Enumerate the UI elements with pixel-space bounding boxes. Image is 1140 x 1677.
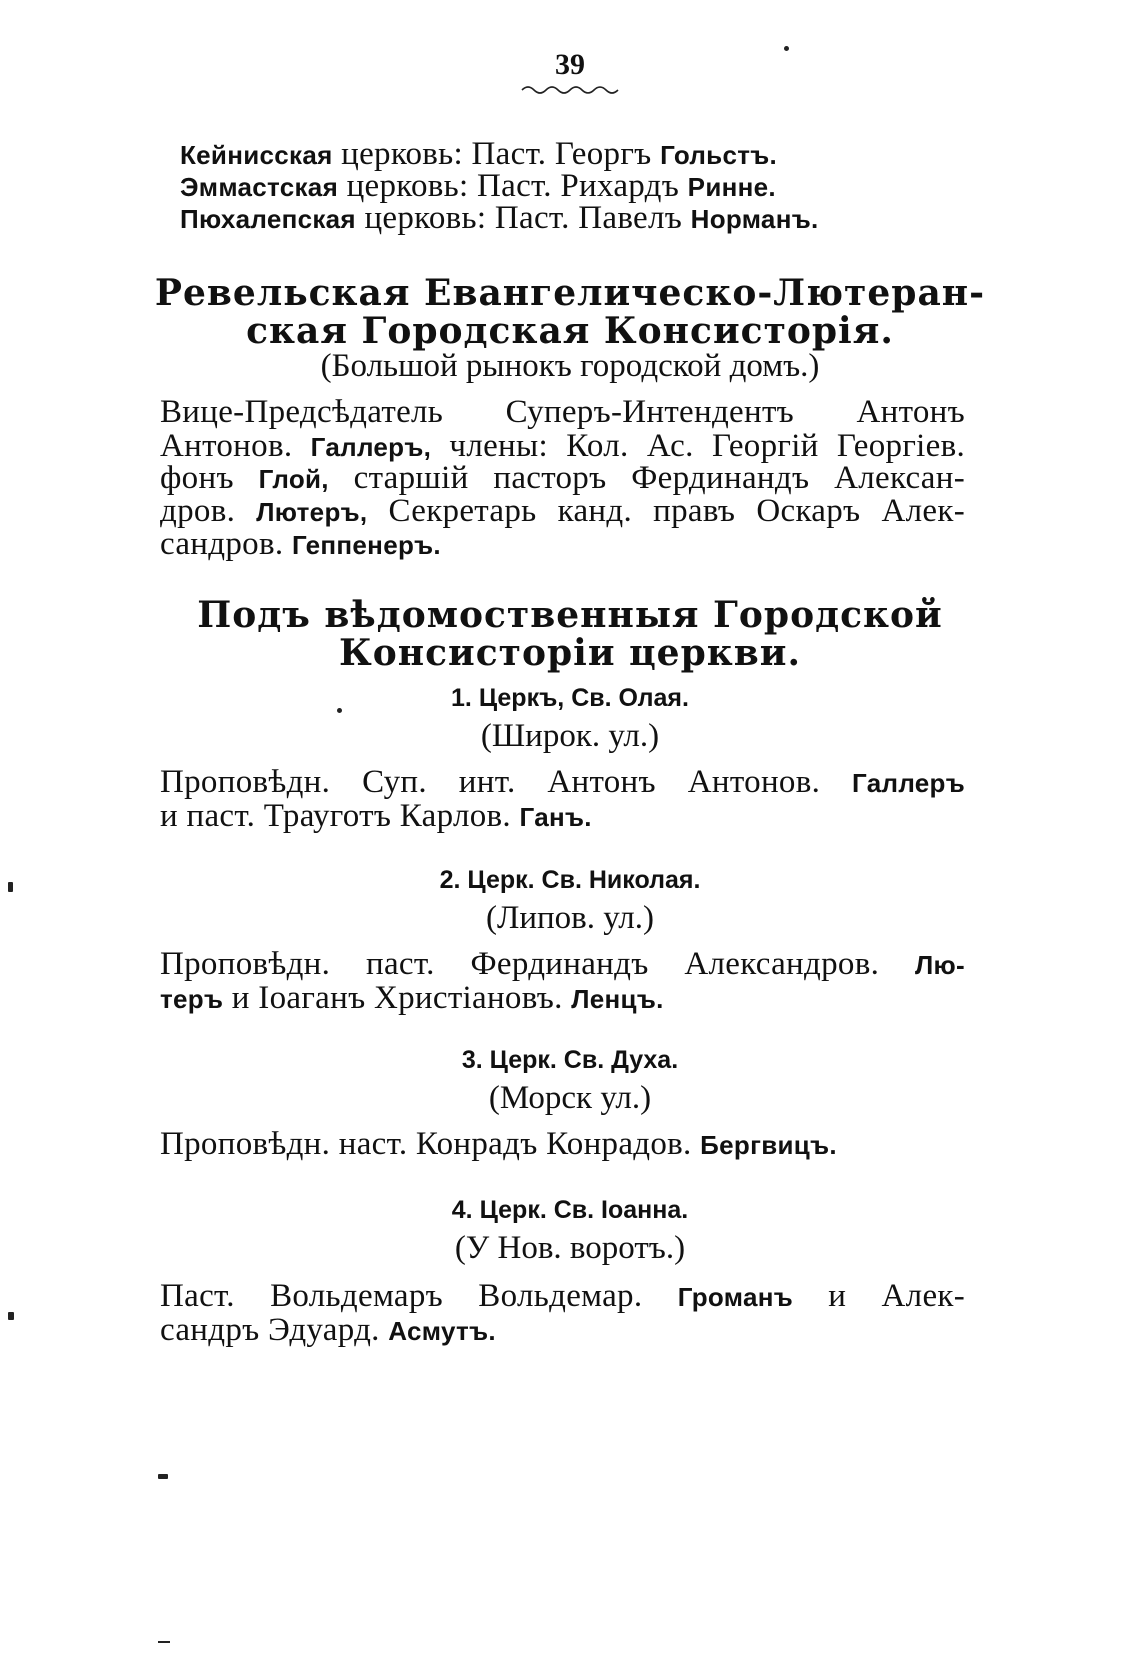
bold-name: Бергвицъ. bbox=[700, 1130, 837, 1160]
bold-name: теръ bbox=[160, 984, 224, 1014]
bold-name: Ленцъ. bbox=[571, 984, 664, 1014]
church-1-body-line bbox=[160, 798, 965, 835]
intro-line-keinis: Кейнисская церковь: Паст. Георгъ Гольстъ. bbox=[180, 136, 778, 172]
consistory-address: (Большой рынокъ городской домъ.) bbox=[320, 348, 820, 384]
bold-name: Галлеръ, bbox=[310, 432, 432, 462]
church-4-title: 4. Церк. Св. Іоанна. bbox=[451, 1196, 689, 1224]
consistory-body-line bbox=[160, 493, 965, 530]
bold-name: Лютеръ, bbox=[256, 497, 368, 527]
church-3-body-line bbox=[160, 1126, 965, 1163]
scan-speck bbox=[784, 46, 789, 51]
intro-line-emmaste: Эммастская церковь: Паст. Рихардъ Ринне. bbox=[180, 168, 776, 204]
consistory-heading-line2: ская Городская Консисторія. bbox=[246, 310, 894, 352]
church-4-body-line bbox=[160, 1312, 965, 1349]
text-run: и Іоаганъ Христіановъ. bbox=[223, 980, 572, 1016]
church-2-body-line bbox=[160, 946, 965, 983]
bold-name: Асмутъ. bbox=[388, 1316, 496, 1346]
wave-ornament bbox=[520, 84, 620, 96]
text-run: Проповѣдн. наст. Конрадъ Конрадов. bbox=[160, 1126, 701, 1162]
consistory-heading-line1: Ревельская Евангелическо-Лютеран- bbox=[154, 272, 986, 314]
subordinate-heading-line1: Подъ вѣдомоственныя Городской bbox=[197, 594, 943, 636]
bold-name: Ганъ. bbox=[519, 802, 592, 832]
text-run: и паст. Трауготъ Карлов. bbox=[160, 798, 520, 834]
bold-name: Галлеръ bbox=[852, 768, 965, 798]
text-run: Вице-Предсѣдатель Суперъ-Интендентъ Антонъ bbox=[160, 394, 965, 430]
bold-name: Лю- bbox=[914, 950, 965, 980]
bold-name: Геппенеръ. bbox=[291, 530, 441, 560]
consistory-body-line bbox=[160, 394, 965, 431]
text-run: дров. bbox=[160, 493, 257, 529]
scan-speck bbox=[8, 882, 13, 892]
church-1-title: 1. Церкъ, Св. Олая. bbox=[451, 684, 689, 712]
scan-speck bbox=[337, 708, 342, 713]
intro-line-puhalepa: Пюхалепская церковь: Паст. Павелъ Норманъ. bbox=[180, 200, 819, 236]
church-4-body-line bbox=[160, 1278, 965, 1315]
bold-name: Громанъ bbox=[677, 1282, 793, 1312]
church-1-body-line bbox=[160, 764, 965, 801]
consistory-body-line bbox=[160, 526, 965, 563]
church-2-title: 2. Церк. Св. Николая. bbox=[439, 866, 701, 894]
church-2-street: (Липов. ул.) bbox=[485, 900, 655, 936]
bold-name: Глой, bbox=[258, 464, 329, 494]
scan-speck bbox=[158, 1641, 170, 1643]
consistory-body-line bbox=[160, 460, 965, 497]
text-run: старшій пасторъ Фердинандъ Алексан- bbox=[328, 460, 965, 496]
church-2-body-line bbox=[160, 980, 965, 1017]
text-run: сандров. bbox=[160, 526, 292, 562]
text-run: Проповѣдн. Суп. инт. Антонъ Антонов. bbox=[160, 764, 853, 800]
church-1-street: (Широк. ул.) bbox=[480, 718, 660, 754]
text-run: сандръ Эдуард. bbox=[160, 1312, 389, 1348]
text-run: члены: Кол. Ас. Георгій Георгіев. bbox=[431, 428, 966, 464]
text-run: Проповѣдн. паст. Фердинандъ Александров. bbox=[160, 946, 915, 982]
scan-speck bbox=[8, 1312, 14, 1320]
text-run: фонъ bbox=[160, 460, 259, 496]
text-run: и Алек- bbox=[792, 1278, 966, 1314]
text-run: Секретарь канд. правъ Оскаръ Алек- bbox=[367, 493, 965, 529]
page-number: 39 bbox=[0, 48, 1140, 96]
text-run: Антонов. bbox=[160, 428, 311, 464]
church-3-street: (Морск ул.) bbox=[488, 1080, 652, 1116]
church-4-street: (У Нов. воротъ.) bbox=[454, 1230, 686, 1266]
scan-speck bbox=[158, 1474, 168, 1479]
subordinate-heading-line2: Консисторіи церкви. bbox=[339, 632, 801, 674]
church-3-title: 3. Церк. Св. Духа. bbox=[461, 1046, 679, 1074]
text-run: Паст. Вольдемаръ Вольдемар. bbox=[160, 1278, 678, 1314]
